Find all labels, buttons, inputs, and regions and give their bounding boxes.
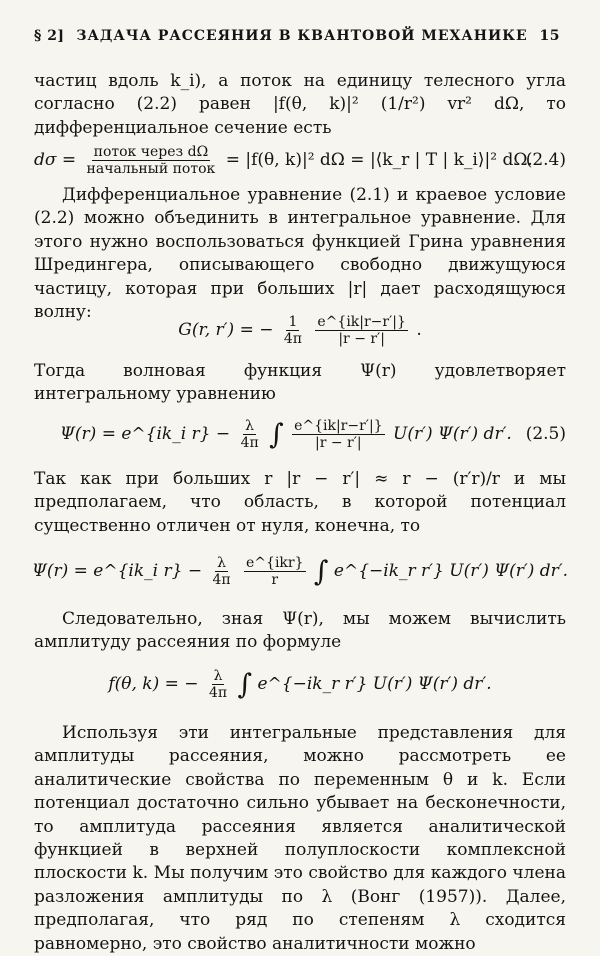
asym-frac2-den: r: [271, 571, 279, 588]
paragraph-3: Тогда волновая функция Ψ(r) удовлетворяет интегральному уравнению: [34, 361, 566, 405]
equation-number-2-5: (2.5): [525, 423, 566, 444]
running-title: ЗАДАЧА РАССЕЯНИЯ В КВАНТОВОЙ МЕХАНИКЕ: [76, 28, 528, 44]
paragraph-2: Дифференциальное уравнение (2.1) и краевое условие (2.2) можно объединить в интегральное уравнение. Для этого нужно воспользоваться функцией Грина уравнения Шредингера, описывающего свободно движущуюся частицу, которая при больших |r| дает расходящуюся волну:: [34, 185, 566, 323]
asym-fraction-2: [244, 555, 305, 588]
equation-2-5: [34, 412, 566, 456]
green-frac2-den: |r − r′|: [338, 330, 385, 347]
green-lhs: G(r, r′) = −: [178, 319, 274, 340]
green-end: .: [416, 319, 422, 340]
asym-frac2-num: e^{ikr}: [246, 554, 304, 571]
asym-rhs: e^{−ik_r r′} U(r′) Ψ(r′) dr′.: [333, 560, 569, 581]
asym-frac1-num: λ: [217, 554, 226, 571]
page-number: 15: [539, 28, 560, 44]
paragraph-1: частиц вдоль k_i), а поток на единицу телесного угла согласно (2.2) равен |f(θ, k)|² (1/r²) vr² dΩ, то дифференциальное сечение есть: [34, 71, 566, 138]
paragraph-6: Используя эти интегральные представления для амплитуды рассеяния, можно рассмотреть ее аналитические свойства по переменным θ и k. Если потенциал достаточно сильно убывает на бесконечности, то амплитуда рассеяния является аналитической функцией в верхней полуплоскости комплексной плоскости k. Мы получим это свойство для каждого члена разложения амплитуды по λ (Вонг (1957)). Далее, предполагая, что ряд по степеням λ сходится равномерно, это свойство аналитичности можно: [34, 723, 566, 954]
paragraph-5: Следовательно, зная Ψ(r), мы можем вычислить амплитуду рассеяния по формуле: [34, 609, 566, 653]
eq24-lhs: dσ =: [34, 149, 77, 170]
eq25-frac2-num: e^{ik|r−r′|}: [294, 417, 383, 434]
eq25-lhs: Ψ(r) = e^{ik_i r} −: [60, 423, 231, 444]
green-frac1-den: 4π: [283, 330, 302, 347]
eq24-rhs: = |f(θ, k)|² dΩ = |⟨k_r | T | k_i⟩|² dΩ.: [225, 149, 533, 170]
amp-fraction-1: [207, 668, 229, 701]
equation-asymptotic: [31, 548, 569, 594]
eq25-fraction-2: [292, 418, 385, 451]
green-frac1-num: 1: [288, 313, 298, 330]
eq24-frac-num: поток через dΩ: [93, 143, 209, 160]
green-fraction-2: [315, 314, 408, 347]
green-frac2-num: e^{ik|r−r′|}: [317, 313, 406, 330]
paragraph-4: Так как при больших r |r − r′| ≈ r − (r′r)/r и мы предполагаем, что область, в которой потенциал существенно отличен от нуля, конечна, то: [34, 469, 566, 536]
eq25-frac2-den: |r − r′|: [315, 434, 362, 451]
amp-frac1-den: 4π: [208, 684, 228, 701]
amp-frac1-num: λ: [213, 667, 223, 684]
asym-frac1-den: 4π: [212, 571, 231, 588]
asym-lhs: Ψ(r) = e^{ik_i r} −: [31, 560, 203, 581]
equation-2-4: [34, 142, 566, 178]
asym-fraction-1: [211, 555, 233, 588]
eq24-frac-den: начальный поток: [86, 160, 216, 177]
amp-lhs: f(θ, k) = −: [108, 673, 199, 694]
eq25-fraction-1: [239, 418, 261, 451]
eq25-rhs: U(r′) Ψ(r′) dr′.: [393, 423, 512, 444]
equation-green-function: [34, 308, 566, 352]
integral-sign: ∫: [237, 667, 253, 700]
eq25-frac1-num: λ: [245, 417, 255, 434]
integral-sign: ∫: [269, 417, 284, 450]
green-fraction-1: [282, 314, 304, 347]
equation-amplitude: [34, 662, 566, 706]
section-marker: § 2]: [34, 28, 65, 44]
eq25-frac1-den: 4π: [240, 434, 259, 451]
page-body: [31, 70, 569, 956]
integral-sign: ∫: [313, 554, 329, 587]
running-header: [34, 28, 560, 50]
equation-number-2-4: (2.4): [525, 149, 566, 170]
amp-rhs: e^{−ik_r r′} U(r′) Ψ(r′) dr′.: [257, 673, 492, 694]
eq24-fraction: [85, 144, 218, 177]
